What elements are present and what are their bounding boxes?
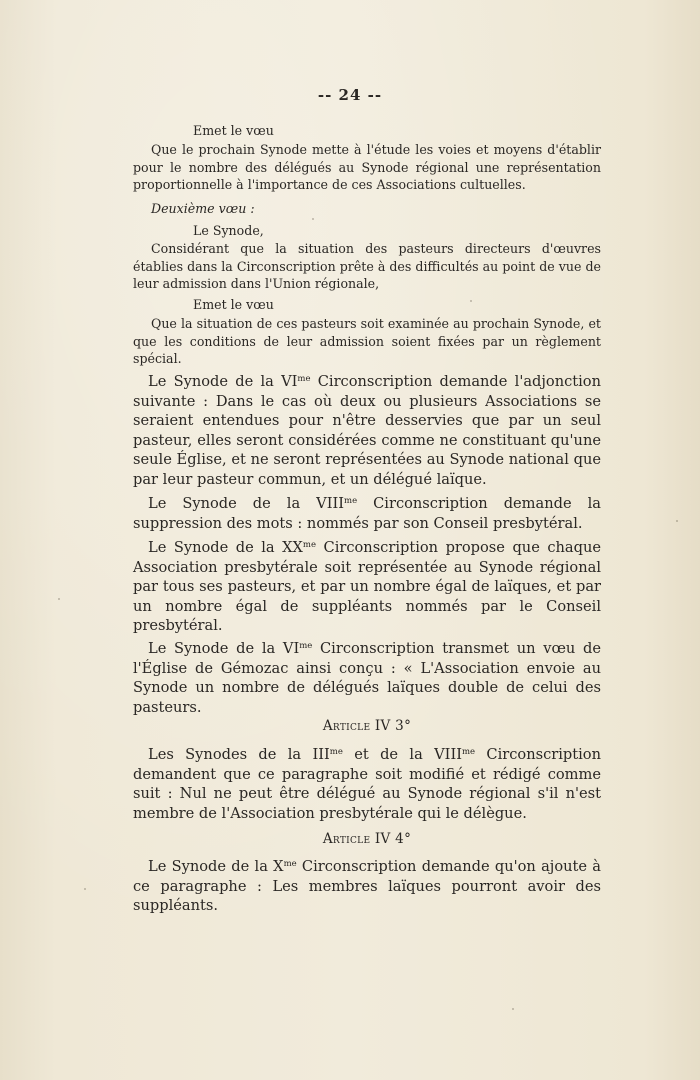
paragraph-gemozac: Le Synode de la $VI^{me}$ Circonscription transmet un vœu de l'Église de Gémozac ainsi conçu : « L'Association envoie au Synode un nombre de délégués laïques double de celui des pasteurs. (133, 640, 601, 716)
page-number: -- 24 -- (317, 86, 383, 104)
paragraph-iii-viii-circonscription: Les Synodes de la $III^{me}$ et de la $VIII^{me}$ Circonscription demandent que ce paragraphe soit modifié et rédigé comme suit : Nul ne peut être délégué au Synode régional s'il n'est membre de l'Association presbytérale qui le délègue. (133, 746, 601, 822)
paper-speck (470, 300, 472, 302)
paragraph-premier-voeu: Que le prochain Synode mette à l'étude les voies et moyens d'établir pour le nombre des délégués au Synode régional une représentation proportionnelle à l'importance de ces Associations cultuelles. (133, 142, 601, 192)
paper-speck (58, 598, 60, 600)
paper-speck (312, 218, 314, 220)
paragraph-considerant: Considérant que la situation des pasteurs directeurs d'œuvres établies dans la Circonscription prête à des difficultés au point de vue de leur admission dans l'Union régionale, (133, 241, 601, 291)
paper-speck (512, 1008, 514, 1010)
paragraph-x-circonscription: Le Synode de la $X^{me}$ Circonscription demande qu'on ajoute à ce paragraphe : Les membres laïques pourront avoir des suppléants. (133, 858, 601, 914)
paragraph-situation-pasteurs: Que la situation de ces pasteurs soit examinée au prochain Synode, et que les conditions de leur admission soient fixées par un règlement spécial. (133, 316, 601, 366)
paragraph-viii-circonscription: Le Synode de la $VIII^{me}$ Circonscription demande la suppression des mots : nommés par son Conseil presbytéral. (133, 495, 601, 532)
heading-article-iv-3: Article IV 3° (322, 718, 412, 734)
paragraph-emet-voeu-1: Emet le vœu (193, 123, 274, 138)
paper-speck (676, 520, 678, 522)
paragraph-le-synode: Le Synode, (193, 223, 264, 238)
paragraph-vi-circonscription-adjonction: Le Synode de la $VI^{me}$ Circonscription demande l'adjonction suivante : Dans le cas où deux ou plusieurs Associations se seraient entendues pour n'être desservies que par un seul pasteur, elles seront considérées comme ne constituant qu'une seule Église, et ne seront représentées au Synode national que par leur pasteur commun, et un délégué laïque. (133, 373, 601, 488)
heading-article-iv-4: Article IV 4° (322, 831, 412, 847)
paragraph-emet-voeu-2: Emet le vœu (193, 297, 274, 312)
heading-deuxieme-voeu: Deuxième vœu : (151, 201, 255, 216)
paper-speck (84, 888, 86, 890)
paragraph-xx-circonscription: Le Synode de la $XX^{me}$ Circonscription propose que chaque Association presbytérale soit représentée au Synode régional par tous ses pasteurs, et par un nombre égal de laïques, et par un nombre égal de suppléants nommés par le Conseil presbytéral. (133, 539, 601, 634)
